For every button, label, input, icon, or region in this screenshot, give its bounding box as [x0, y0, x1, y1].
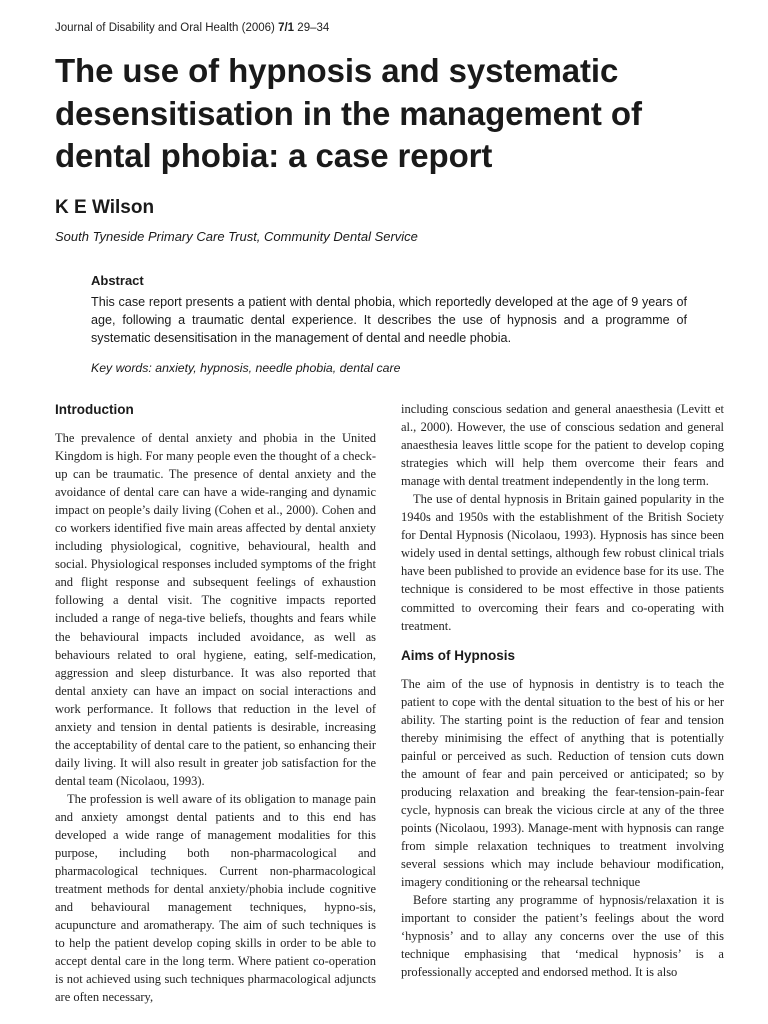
keywords: Key words: anxiety, hypnosis, needle phobia, dental care: [91, 361, 401, 375]
author: K E Wilson: [55, 197, 155, 218]
paragraph: Before starting any programme of hypnosis/relaxation it is important to consider the patient’s feelings about the word ‘hypnosis’ and to allay any concerns over the use of this technique emphasising that ‘medical hypnosis’ is a professionally accepted and endorsed method. It is also: [401, 893, 724, 980]
paragraph: The profession is well aware of its obligation to manage pain and anxiety amongst dental patients and to this end has developed a wide range of management modalities for this purpose, including both non-pharmacological and pharmacological techniques. Current non-pharmacological treatment methods for dental anxiety/phobia include cognitive and behavioural management techniques, hypno-sis, acupuncture and aromatherapy. The aim of such techniques is to help the patient develop coping skills in order to be able to accept dental care in the long term. Where patient co-operation is not achieved using such techniques pharmacological adjuncts are often necessary,: [55, 791, 376, 1005]
paragraph: including conscious sedation and general anaesthesia (Levitt et al., 2000). However, the use of conscious sedation and general anaesthesia leaves little scope for the patient to develop coping strategies which will help them overcome their fears and manage with dental treatment independently in the long term.: [401, 402, 724, 489]
left-column: [55, 400, 376, 1007]
right-column: [401, 400, 724, 981]
journal-pages: 29–34: [297, 22, 330, 34]
paragraph: The aim of the use of hypnosis in dentistry is to teach the patient to cope with the dental situation to the best of his or her ability. The starting point is the reduction of fear and tension thereby minimising the effect of anything that is potentially painful or perceived as such. Reduction of tension cuts down the amount of fear and pain perceived or anticipated; so by producing relaxation and breaking the fear-tension-pain-fear cycle, hypnosis can break the vicious circle at any of the three points (Nicolaou, 1993). Manage-ment with hypnosis can range from simple relaxation techniques to treatment involving several sessions which may include behaviour modification, imagery conditioning or the rehearsal technique: [401, 676, 724, 890]
paragraph: The prevalence of dental anxiety and phobia in the United Kingdom is high. For many people even the thought of a check-up can be traumatic. The presence of dental anxiety and the avoidance of dental care can have a wide-ranging and dynamic impact on people’s daily living (Cohen et al., 2000). Cohen and co workers identified five main areas affected by dental anxiety including physiological, cognitive, behavioural, health and social. Physiological responses included symptoms of the fright and flight response and subsequent feelings of exhaustion following a dental visit. The cognitive impacts reported included a range of nega-tive beliefs, thoughts and fears while the behavioural impacts included avoidance, as well as behaviours related to oral hygiene, eating, self-medication, aggression and sleep disturbance. It was also reported that dental anxiety can have an impact on social interactions and work performance. It follows that reduction in the level of anxiety and tension in dental patients is desirable, increasing the acceptability of dental care to the patient, so enhancing their daily living. It will also result in greater job satisfaction for the dental team (Nicolaou, 1993).: [55, 431, 376, 788]
affiliation: South Tyneside Primary Care Trust, Community Dental Service: [55, 229, 418, 244]
abstract-heading: Abstract: [91, 273, 144, 288]
journal-name: Journal of Disability and Oral Health (2006): [55, 22, 275, 34]
paragraph: The use of dental hypnosis in Britain gained popularity in the 1940s and 1950s with the establishment of the British Society for Dental Hypnosis (Nicolaou, 1993). Hypnosis has since been widely used in dental settings, although few robust clinical trials have been published to provide an evidence base for its use. The technique is considered to be most effective in those patients committed to overcoming their fears and co-operating with treatment.: [401, 492, 724, 633]
running-head: [55, 20, 715, 36]
section-heading-aims-of-hypnosis: Aims of Hypnosis: [401, 647, 516, 663]
section-heading-introduction: Introduction: [55, 402, 134, 417]
article-title: The use of hypnosis and systematic desensitisation in the management of dental phobia: a case report: [55, 52, 642, 174]
abstract-body: This case report presents a patient with dental phobia, which reportedly developed at the age of 9 years of age, following a traumatic dental experience. It describes the use of hypnosis and a programme of systematic desensitisation in the management of dental and needle phobia.: [91, 295, 687, 345]
abstract-block: [91, 272, 687, 377]
journal-volume: 7/1: [278, 22, 295, 34]
